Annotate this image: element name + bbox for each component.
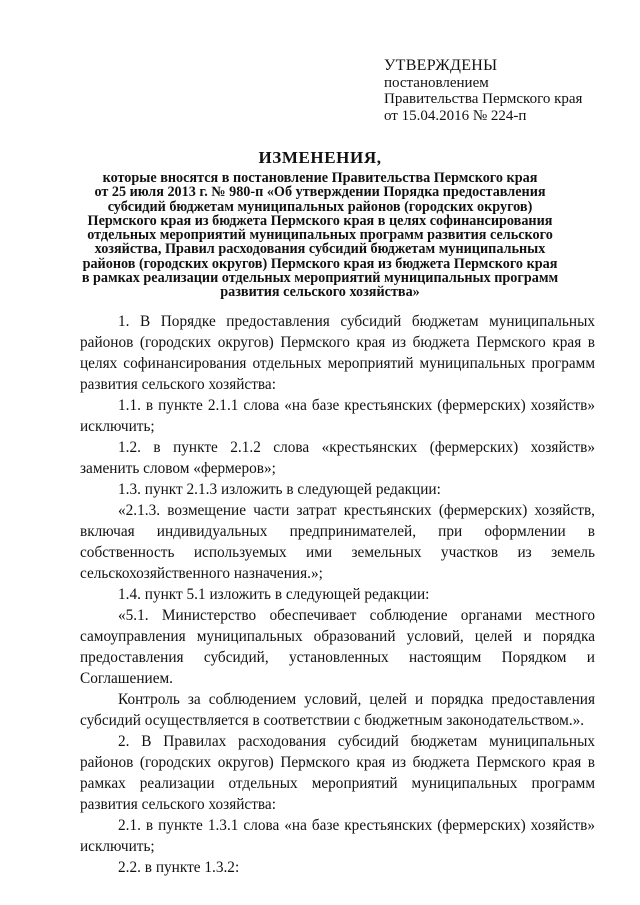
subtitle-line: районов (городских округов) Пермского края из бюджета Пермского края xyxy=(82,255,558,272)
approval-block xyxy=(384,58,582,124)
paragraph: 2.2. в пункте 1.3.2: xyxy=(118,859,240,876)
paragraph: «5.1. Министерство обеспечивает соблюдение органами местного самоуправления муниципальных образований условий, целей и порядка предоставления субсидий, установленных настоящим Порядком и Соглашением. xyxy=(80,607,595,687)
subtitle-line: субсидий бюджетам муниципальных районов (городских округов) xyxy=(107,198,533,215)
paragraph: 2.1. в пункте 1.3.1 слова «на базе крестьянских (фермерских) хозяйств» исключить; xyxy=(80,817,595,855)
subtitle-line: отдельных мероприятий муниципальных программ развития сельского xyxy=(87,227,553,244)
document-subtitle xyxy=(70,171,570,300)
subtitle-line: Пермского края из бюджета Пермского края в целях софинансирования xyxy=(87,212,553,229)
subtitle-line: развития сельского хозяйства» xyxy=(220,284,420,301)
approval-line: Правительства Пермского края xyxy=(384,91,583,107)
subtitle-line: которые вносятся в постановление Правительства Пермского края xyxy=(102,170,538,186)
paragraph: 1.2. в пункте 2.1.2 слова «крестьянских (фермерских) хозяйств» заменить словом «фермеров»; xyxy=(80,439,595,477)
paragraph: 1.4. пункт 5.1 изложить в следующей редакции: xyxy=(118,586,430,603)
subtitle-line: хозяйства, Правил расходования субсидий бюджетам муниципальных xyxy=(94,241,546,258)
document-title: ИЗМЕНЕНИЯ, xyxy=(258,148,382,167)
approval-line: постановлением xyxy=(384,74,489,91)
document-body xyxy=(80,311,595,878)
subtitle-line: в рамках реализации отдельных мероприятий муниципальных программ xyxy=(81,270,559,287)
paragraph: 2. В Правилах расходования субсидий бюджетам муниципальных районов (городских округов) Пермского края из бюджета Пермского края в рамках реализации отдельных мероприятий муниципальных программ развития сельского хозяйства: xyxy=(80,733,595,813)
paragraph: Контроль за соблюдением условий, целей и порядка предоставления субсидий осуществляется в соответствии с бюджетным законодательством.». xyxy=(80,691,595,729)
paragraph: «2.1.3. возмещение части затрат крестьянских (фермерских) хозяйств, включая индивидуальных предпринимателей, при оформлении в собственность используемых ими земельных участков из земель сельскохозяйственного назначения.»; xyxy=(80,502,595,582)
paragraph: 1. В Порядке предоставления субсидий бюджетам муниципальных районов (городских округов) Пермского края из бюджета Пермского края в целях софинансирования отдельных мероприятий муниципальных программ развития сельского хозяйства: xyxy=(80,313,595,393)
document-heading xyxy=(70,148,570,300)
paragraph: 1.1. в пункте 2.1.1 слова «на базе крестьянских (фермерских) хозяйств» исключить; xyxy=(80,397,595,435)
subtitle-line: от 25 июля 2013 г. № 980-п «Об утверждении Порядка предоставления xyxy=(94,184,546,201)
paragraph: 1.3. пункт 2.1.3 изложить в следующей редакции: xyxy=(118,481,441,498)
approval-date-number: от 15.04.2016 № 224-п xyxy=(384,107,527,124)
approval-title: УТВЕРЖДЕНЫ xyxy=(384,57,498,74)
